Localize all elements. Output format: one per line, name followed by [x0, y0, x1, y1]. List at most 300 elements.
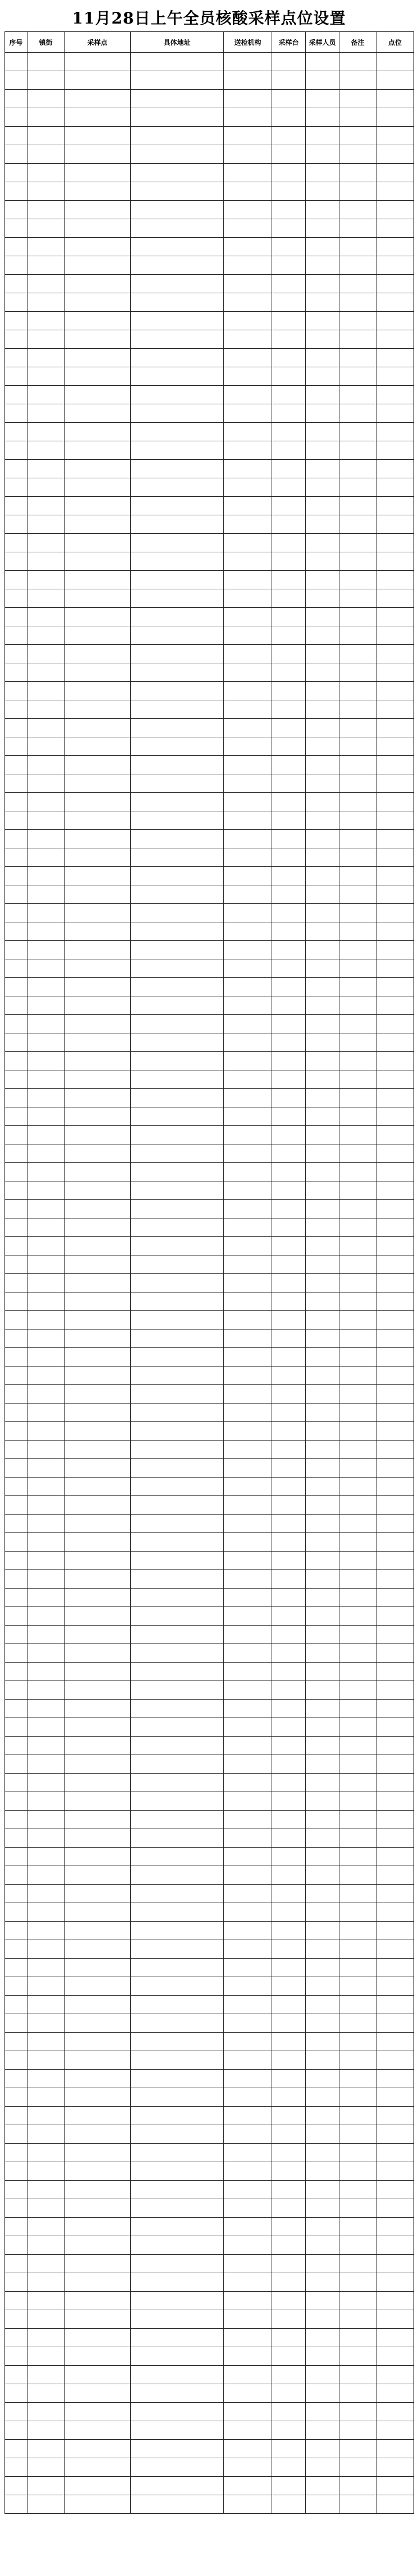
table-cell [27, 1274, 65, 1292]
table-cell [27, 1552, 65, 1570]
table-cell [339, 663, 376, 682]
table-cell [5, 1237, 27, 1255]
table-cell [27, 2458, 65, 2477]
table-cell [131, 2458, 224, 2477]
table-cell [306, 275, 339, 293]
table-cell [131, 1996, 224, 2014]
table-cell [5, 478, 27, 497]
table-cell [376, 1829, 414, 1848]
table-cell [27, 2218, 65, 2236]
table-cell [272, 2088, 306, 2107]
table-cell [5, 1792, 27, 1811]
table-cell [224, 1367, 272, 1385]
table-cell [376, 1607, 414, 1626]
table-cell [224, 2218, 272, 2236]
table-cell [339, 256, 376, 275]
table-row [5, 1681, 414, 1700]
table-cell [5, 1589, 27, 1607]
table-cell [376, 293, 414, 312]
table-cell [65, 885, 131, 904]
table-row [5, 885, 414, 904]
table-cell [131, 2292, 224, 2310]
table-cell [65, 2070, 131, 2088]
table-row [5, 996, 414, 1015]
table-cell [5, 904, 27, 922]
table-cell [272, 2033, 306, 2051]
table-cell [65, 1663, 131, 1681]
table-cell [65, 1922, 131, 1940]
table-row [5, 1311, 414, 1329]
table-cell [376, 2329, 414, 2347]
table-cell [5, 2181, 27, 2199]
table-cell [5, 312, 27, 330]
table-cell [65, 2366, 131, 2384]
table-cell [306, 1385, 339, 1404]
table-cell [65, 700, 131, 719]
table-cell [376, 423, 414, 441]
table-row [5, 90, 414, 108]
table-cell [224, 182, 272, 201]
table-row [5, 1107, 414, 1126]
table-cell [376, 2144, 414, 2162]
table-cell [65, 164, 131, 182]
table-cell [306, 145, 339, 164]
header-site: 采样点 [65, 32, 131, 53]
table-cell [272, 2292, 306, 2310]
table-cell [27, 1237, 65, 1255]
table-cell [272, 1292, 306, 1311]
table-cell [272, 2403, 306, 2421]
table-cell [65, 2144, 131, 2162]
table-cell [5, 1940, 27, 1959]
table-cell [5, 1755, 27, 1774]
table-row [5, 2458, 414, 2477]
table-cell [27, 1681, 65, 1700]
table-cell [65, 2495, 131, 2514]
table-row [5, 2181, 414, 2199]
table-row [5, 127, 414, 145]
table-cell [131, 2144, 224, 2162]
table-cell [131, 1274, 224, 1292]
table-cell [131, 904, 224, 922]
table-cell [131, 460, 224, 478]
table-cell [131, 404, 224, 423]
table-cell [65, 1441, 131, 1459]
table-cell [27, 811, 65, 830]
table-cell [27, 1311, 65, 1329]
table-cell [272, 2255, 306, 2273]
table-cell [5, 2070, 27, 2088]
table-cell [65, 645, 131, 663]
table-row [5, 1737, 414, 1755]
table-cell [224, 996, 272, 1015]
table-cell [306, 645, 339, 663]
table-cell [65, 719, 131, 737]
table-row [5, 700, 414, 719]
table-cell [376, 663, 414, 682]
table-row [5, 2366, 414, 2384]
table-cell [5, 1329, 27, 1348]
table-cell [224, 1404, 272, 1422]
table-cell [339, 1570, 376, 1589]
table-cell [272, 1478, 306, 1496]
table-cell [376, 1792, 414, 1811]
table-cell [339, 1218, 376, 1237]
table-cell [272, 1181, 306, 1200]
table-cell [339, 1959, 376, 1977]
table-cell [376, 164, 414, 182]
table-cell [306, 552, 339, 571]
table-cell [27, 423, 65, 441]
table-cell [5, 959, 27, 978]
table-cell [5, 1274, 27, 1292]
table-cell [306, 182, 339, 201]
table-cell [306, 534, 339, 552]
table-cell [339, 1700, 376, 1718]
table-cell [272, 2014, 306, 2033]
table-cell [65, 2051, 131, 2070]
table-cell [272, 867, 306, 885]
table-cell [272, 2477, 306, 2495]
header-index: 序号 [5, 32, 27, 53]
table-row [5, 1644, 414, 1663]
table-cell [5, 645, 27, 663]
table-cell [376, 2088, 414, 2107]
table-cell [27, 1292, 65, 1311]
table-cell [5, 682, 27, 700]
table-cell [306, 1181, 339, 1200]
table-cell [224, 367, 272, 386]
table-cell [131, 1348, 224, 1367]
table-cell [27, 2181, 65, 2199]
table-cell [65, 2181, 131, 2199]
table-cell [339, 90, 376, 108]
table-row [5, 2255, 414, 2273]
table-cell [306, 293, 339, 312]
table-cell [131, 552, 224, 571]
table-cell [306, 1496, 339, 1515]
table-cell [224, 663, 272, 682]
table-cell [339, 1089, 376, 1107]
table-row [5, 774, 414, 793]
table-cell [224, 1089, 272, 1107]
table-row [5, 1959, 414, 1977]
table-cell [224, 2088, 272, 2107]
table-cell [27, 2477, 65, 2495]
table-cell [5, 608, 27, 626]
table-cell [65, 108, 131, 127]
table-cell [131, 2477, 224, 2495]
table-row [5, 978, 414, 996]
table-cell [306, 2347, 339, 2366]
table-cell [376, 1496, 414, 1515]
table-row [5, 2144, 414, 2162]
table-cell [131, 2366, 224, 2384]
table-cell [131, 349, 224, 367]
table-cell [339, 2440, 376, 2458]
table-cell [224, 1607, 272, 1626]
table-row [5, 1089, 414, 1107]
table-cell [376, 1940, 414, 1959]
table-cell [376, 2477, 414, 2495]
table-cell [5, 2088, 27, 2107]
table-cell [339, 737, 376, 756]
table-cell [131, 386, 224, 404]
table-cell [5, 441, 27, 460]
table-cell [27, 1404, 65, 1422]
table-cell [376, 1774, 414, 1792]
table-cell [65, 904, 131, 922]
table-cell [376, 1885, 414, 1903]
table-cell [339, 774, 376, 793]
table-row [5, 1218, 414, 1237]
table-cell [27, 867, 65, 885]
table-cell [339, 1181, 376, 1200]
table-cell [339, 2421, 376, 2440]
table-cell [27, 2107, 65, 2125]
table-cell [5, 1515, 27, 1533]
table-cell [272, 978, 306, 996]
table-cell [376, 959, 414, 978]
table-cell [65, 1848, 131, 1866]
table-cell [339, 534, 376, 552]
table-cell [306, 386, 339, 404]
table-cell [5, 589, 27, 608]
table-cell [65, 1496, 131, 1515]
table-cell [131, 367, 224, 386]
table-cell [306, 404, 339, 423]
table-cell [131, 978, 224, 996]
table-cell [131, 830, 224, 848]
table-cell [5, 2384, 27, 2403]
table-cell [339, 2329, 376, 2347]
table-cell [27, 1940, 65, 1959]
table-cell [65, 1292, 131, 1311]
table-cell [306, 1441, 339, 1459]
table-cell [339, 626, 376, 645]
table-cell [131, 1552, 224, 1570]
table-cell [339, 1792, 376, 1811]
table-cell [306, 2403, 339, 2421]
table-cell [272, 996, 306, 1015]
table-cell [272, 589, 306, 608]
table-cell [224, 1478, 272, 1496]
table-cell [131, 682, 224, 700]
table-cell [131, 1107, 224, 1126]
table-cell [27, 164, 65, 182]
table-cell [306, 959, 339, 978]
table-cell [339, 1292, 376, 1311]
table-cell [272, 1774, 306, 1792]
table-cell [376, 201, 414, 219]
table-cell [376, 1626, 414, 1644]
table-cell [376, 922, 414, 941]
table-cell [27, 2347, 65, 2366]
table-cell [27, 515, 65, 534]
table-cell [131, 1644, 224, 1663]
table-row [5, 571, 414, 589]
table-cell [27, 2255, 65, 2273]
table-cell [224, 774, 272, 793]
table-cell [376, 238, 414, 256]
table-cell [27, 737, 65, 756]
table-cell [5, 2125, 27, 2144]
table-cell [27, 2199, 65, 2218]
table-cell [65, 1052, 131, 1070]
table-cell [339, 2181, 376, 2199]
table-cell [65, 1681, 131, 1700]
table-cell [65, 1940, 131, 1959]
table-cell [65, 1478, 131, 1496]
table-cell [272, 793, 306, 811]
table-cell [224, 2199, 272, 2218]
table-cell [272, 1200, 306, 1218]
table-cell [65, 2218, 131, 2236]
table-cell [131, 312, 224, 330]
table-cell [5, 1774, 27, 1792]
table-cell [65, 1903, 131, 1922]
table-cell [5, 145, 27, 164]
table-cell [339, 182, 376, 201]
table-cell [339, 71, 376, 90]
table-row [5, 2236, 414, 2255]
table-cell [339, 2088, 376, 2107]
table-cell [131, 608, 224, 626]
table-cell [376, 1015, 414, 1033]
table-cell [131, 478, 224, 497]
table-cell [339, 1237, 376, 1255]
table-row [5, 1811, 414, 1829]
table-cell [376, 848, 414, 867]
table-row [5, 2495, 414, 2514]
table-cell [224, 1033, 272, 1052]
table-cell [339, 1903, 376, 1922]
table-cell [27, 90, 65, 108]
table-cell [27, 534, 65, 552]
table-cell [224, 1237, 272, 1255]
table-cell [376, 367, 414, 386]
table-cell [65, 1422, 131, 1441]
table-cell [339, 1996, 376, 2014]
table-cell [306, 2125, 339, 2144]
table-cell [376, 996, 414, 1015]
table-cell [27, 589, 65, 608]
table-cell [224, 1200, 272, 1218]
table-cell [5, 386, 27, 404]
table-cell [306, 1107, 339, 1126]
table-cell [5, 90, 27, 108]
table-cell [131, 1200, 224, 1218]
table-cell [27, 1737, 65, 1755]
table-cell [27, 1089, 65, 1107]
table-cell [65, 1552, 131, 1570]
table-cell [65, 1774, 131, 1792]
table-cell [272, 2366, 306, 2384]
table-cell [131, 256, 224, 275]
table-cell [376, 867, 414, 885]
table-cell [339, 1977, 376, 1996]
table-cell [131, 1681, 224, 1700]
table-cell [339, 2495, 376, 2514]
table-cell [5, 423, 27, 441]
table-cell [306, 1292, 339, 1311]
table-cell [224, 2347, 272, 2366]
table-cell [65, 1237, 131, 1255]
table-cell [224, 312, 272, 330]
table-cell [272, 386, 306, 404]
table-cell [224, 1940, 272, 1959]
table-cell [5, 2495, 27, 2514]
table-row [5, 2273, 414, 2292]
table-cell [272, 1329, 306, 1348]
table-cell [65, 978, 131, 996]
table-cell [5, 1607, 27, 1626]
table-cell [339, 2199, 376, 2218]
table-cell [27, 349, 65, 367]
table-cell [5, 1977, 27, 1996]
table-cell [306, 1052, 339, 1070]
table-cell [65, 534, 131, 552]
table-cell [65, 1866, 131, 1885]
table-cell [27, 330, 65, 349]
table-cell [339, 2125, 376, 2144]
table-cell [306, 1218, 339, 1237]
table-cell [376, 1348, 414, 1367]
table-cell [339, 830, 376, 848]
table-cell [376, 1570, 414, 1589]
table-cell [376, 2218, 414, 2236]
table-row [5, 1829, 414, 1848]
table-cell [376, 1922, 414, 1940]
table-cell [306, 1533, 339, 1552]
table-cell [5, 830, 27, 848]
table-row [5, 1329, 414, 1348]
table-cell [65, 2310, 131, 2329]
table-cell [376, 2347, 414, 2366]
table-cell [272, 626, 306, 645]
table-cell [27, 1015, 65, 1033]
table-row [5, 1255, 414, 1274]
table-cell [5, 1033, 27, 1052]
table-row [5, 460, 414, 478]
table-cell [339, 201, 376, 219]
table-cell [272, 1385, 306, 1404]
table-cell [131, 515, 224, 534]
table-cell [272, 423, 306, 441]
table-cell [272, 1070, 306, 1089]
table-cell [27, 1663, 65, 1681]
table-cell [27, 2292, 65, 2310]
table-cell [5, 2403, 27, 2421]
table-cell [65, 127, 131, 145]
table-cell [272, 330, 306, 349]
table-cell [339, 1033, 376, 1052]
table-cell [65, 626, 131, 645]
table-row [5, 423, 414, 441]
table-body [5, 53, 414, 2514]
table-cell [272, 1515, 306, 1533]
table-cell [306, 663, 339, 682]
table-row [5, 2292, 414, 2310]
table-cell [65, 1089, 131, 1107]
table-cell [306, 349, 339, 367]
table-cell [65, 460, 131, 478]
table-cell [5, 2236, 27, 2255]
table-cell [224, 700, 272, 719]
table-cell [339, 293, 376, 312]
table-cell [272, 1126, 306, 1144]
table-cell [224, 127, 272, 145]
